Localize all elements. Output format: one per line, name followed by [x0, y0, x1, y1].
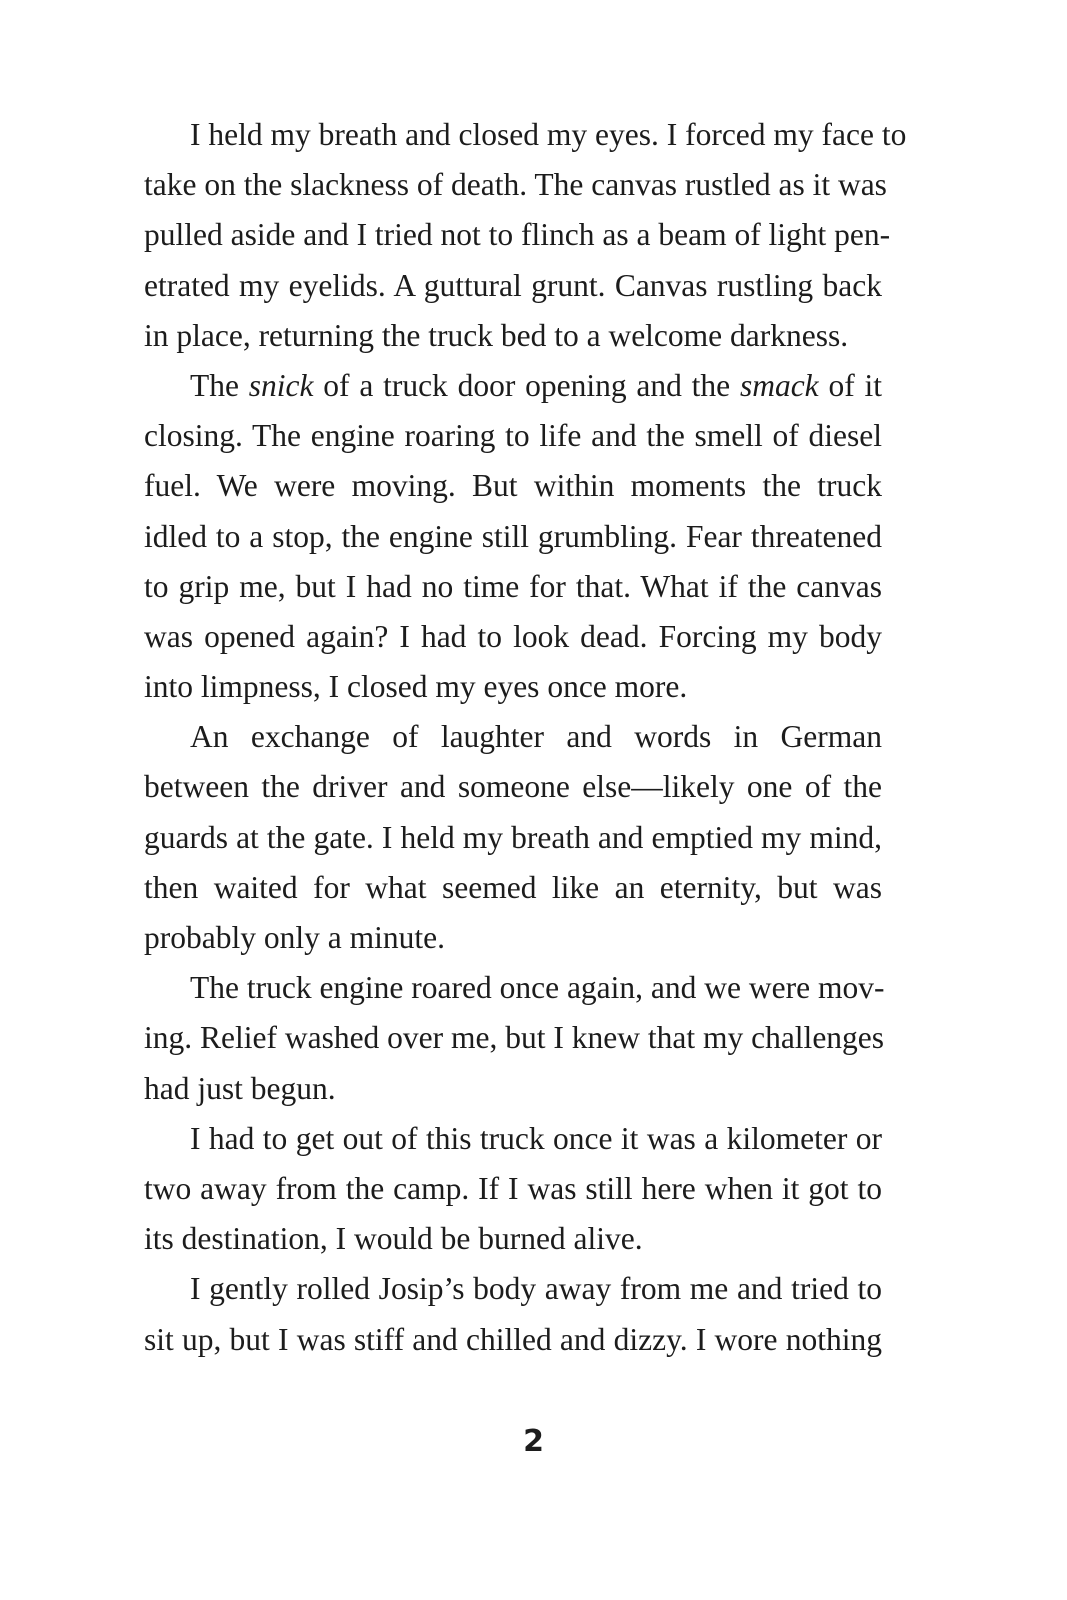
text-line: in place, returning the truck bed to a welcome darkness. [144, 317, 849, 353]
text-line: to grip me, but I had no time for that. What if the canvas [144, 568, 882, 604]
italic-word: smack [739, 367, 819, 403]
page-number: 2 [523, 1424, 544, 1459]
text-line: probably only a minute. [144, 920, 445, 955]
text-line: pulled aside and I tried not to flinch as a beam of light pen- [144, 217, 891, 253]
text-line: An exchange of laughter and words in German [190, 719, 882, 755]
text-run: of a truck door opening and the [313, 367, 740, 403]
text-line: fuel. We were moving. But within moments the truck [144, 468, 882, 504]
text-run: of it [818, 367, 882, 403]
text-line: take on the slackness of death. The canvas rustled as it was [144, 167, 887, 203]
text-line: etrated my eyelids. A guttural grunt. Canvas rustling back [144, 267, 882, 303]
text-line: two away from the camp. If I was still here when it got to [144, 1170, 882, 1206]
text-line: into limpness, I closed my eyes once more. [144, 669, 688, 705]
text-line: I had to get out of this truck once it was a kilometer or [190, 1120, 882, 1156]
text-line: sit up, but I was stiff and chilled and dizzy. I wore nothing [144, 1321, 882, 1357]
text-line: closing. The engine roaring to life and the smell of diesel [144, 418, 882, 454]
text-line: had just begun. [144, 1070, 336, 1106]
text-line: idled to a stop, the engine still grumbling. Fear threatened [144, 518, 882, 554]
text-line: its destination, I would be burned alive. [144, 1221, 643, 1257]
text-line: The truck engine roared once again, and we were mov- [190, 970, 885, 1006]
text-line: then waited for what seemed like an eternity, but was [144, 869, 882, 905]
text-line [144, 361, 882, 411]
italic-word: snick [248, 367, 314, 403]
body-text [144, 110, 907, 1365]
text-run: The [190, 367, 249, 403]
text-line: between the driver and someone else—likely one of the [144, 769, 882, 805]
text-line: guards at the gate. I held my breath and emptied my mind, [144, 819, 882, 855]
text-line: I gently rolled Josip’s body away from me and tried to [190, 1271, 882, 1307]
text-line: was opened again? I had to look dead. Forcing my body [144, 618, 882, 654]
text-line: ing. Relief washed over me, but I knew that my challenges [144, 1020, 885, 1056]
text-line: I held my breath and closed my eyes. I forced my face to [190, 117, 907, 152]
